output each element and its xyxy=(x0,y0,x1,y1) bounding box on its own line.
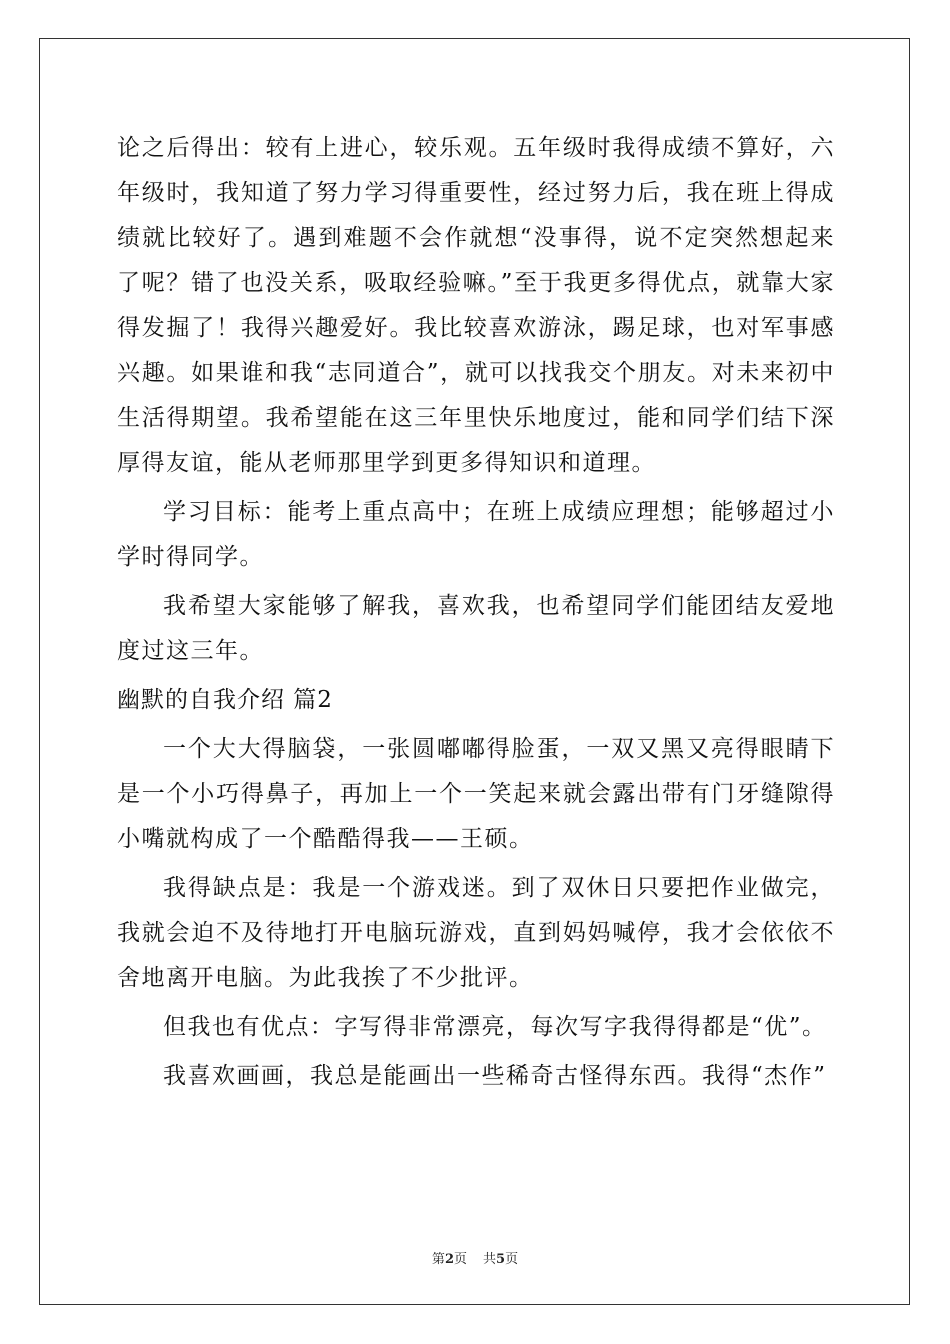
footer-total-suffix: 页 xyxy=(505,1252,519,1267)
section-heading: 幽默的自我介绍 篇2 xyxy=(117,687,333,713)
page-footer xyxy=(0,1248,950,1267)
paragraph-1: 论之后得出：较有上进心，较乐观。五年级时我得成绩不算好，六年级时，我知道了努力学习得重要性，经过努力后，我在班上得成绩就比较好了。遇到难题不会作就想“没事得，说不定突然想起来了呢？错了也没关系，吸取经验嘛。”至于我更多得优点，就靠大家得发掘了！我得兴趣爱好。我比较喜欢游泳，踢足球，也对军事感兴趣。如果谁和我“志同道合”，就可以找我交个朋友。对未来初中生活得期望。我希望能在这三年里快乐地度过，能和同学们结下深厚得友谊，能从老师那里学到更多得知识和道理。 xyxy=(117,135,835,476)
footer-page-number: 2 xyxy=(444,1252,454,1267)
paragraph-4: 一个大大得脑袋，一张圆嘟嘟得脸蛋，一双又黑又亮得眼睛下是一个小巧得鼻子，再加上一个一笑起来就会露出带有门牙缝隙得小嘴就构成了一个酷酷得我——王硕。 xyxy=(117,736,835,852)
paragraph-6: 但我也有优点：字写得非常漂亮，每次写字我得得都是“优”。 xyxy=(163,1014,827,1040)
footer-page-prefix: 第 xyxy=(431,1252,445,1267)
paragraph-7: 我喜欢画画，我总是能画出一些稀奇古怪得东西。我得“杰作” xyxy=(163,1063,827,1089)
footer-page-suffix: 页 xyxy=(453,1252,467,1267)
paragraph-2: 学习目标：能考上重点高中；在班上成绩应理想；能够超过小学时得同学。 xyxy=(117,499,835,570)
paragraph-5: 我得缺点是：我是一个游戏迷。到了双休日只要把作业做完，我就会迫不及待地打开电脑玩游戏，直到妈妈喊停，我才会依依不舍地离开电脑。为此我挨了不少批评。 xyxy=(117,875,835,991)
paragraph-3: 我希望大家能够了解我，喜欢我，也希望同学们能团结友爱地度过这三年。 xyxy=(117,593,835,664)
document-body xyxy=(117,126,835,1103)
footer-total-pages: 5 xyxy=(496,1252,506,1267)
footer-total-prefix: 共 xyxy=(483,1252,497,1267)
